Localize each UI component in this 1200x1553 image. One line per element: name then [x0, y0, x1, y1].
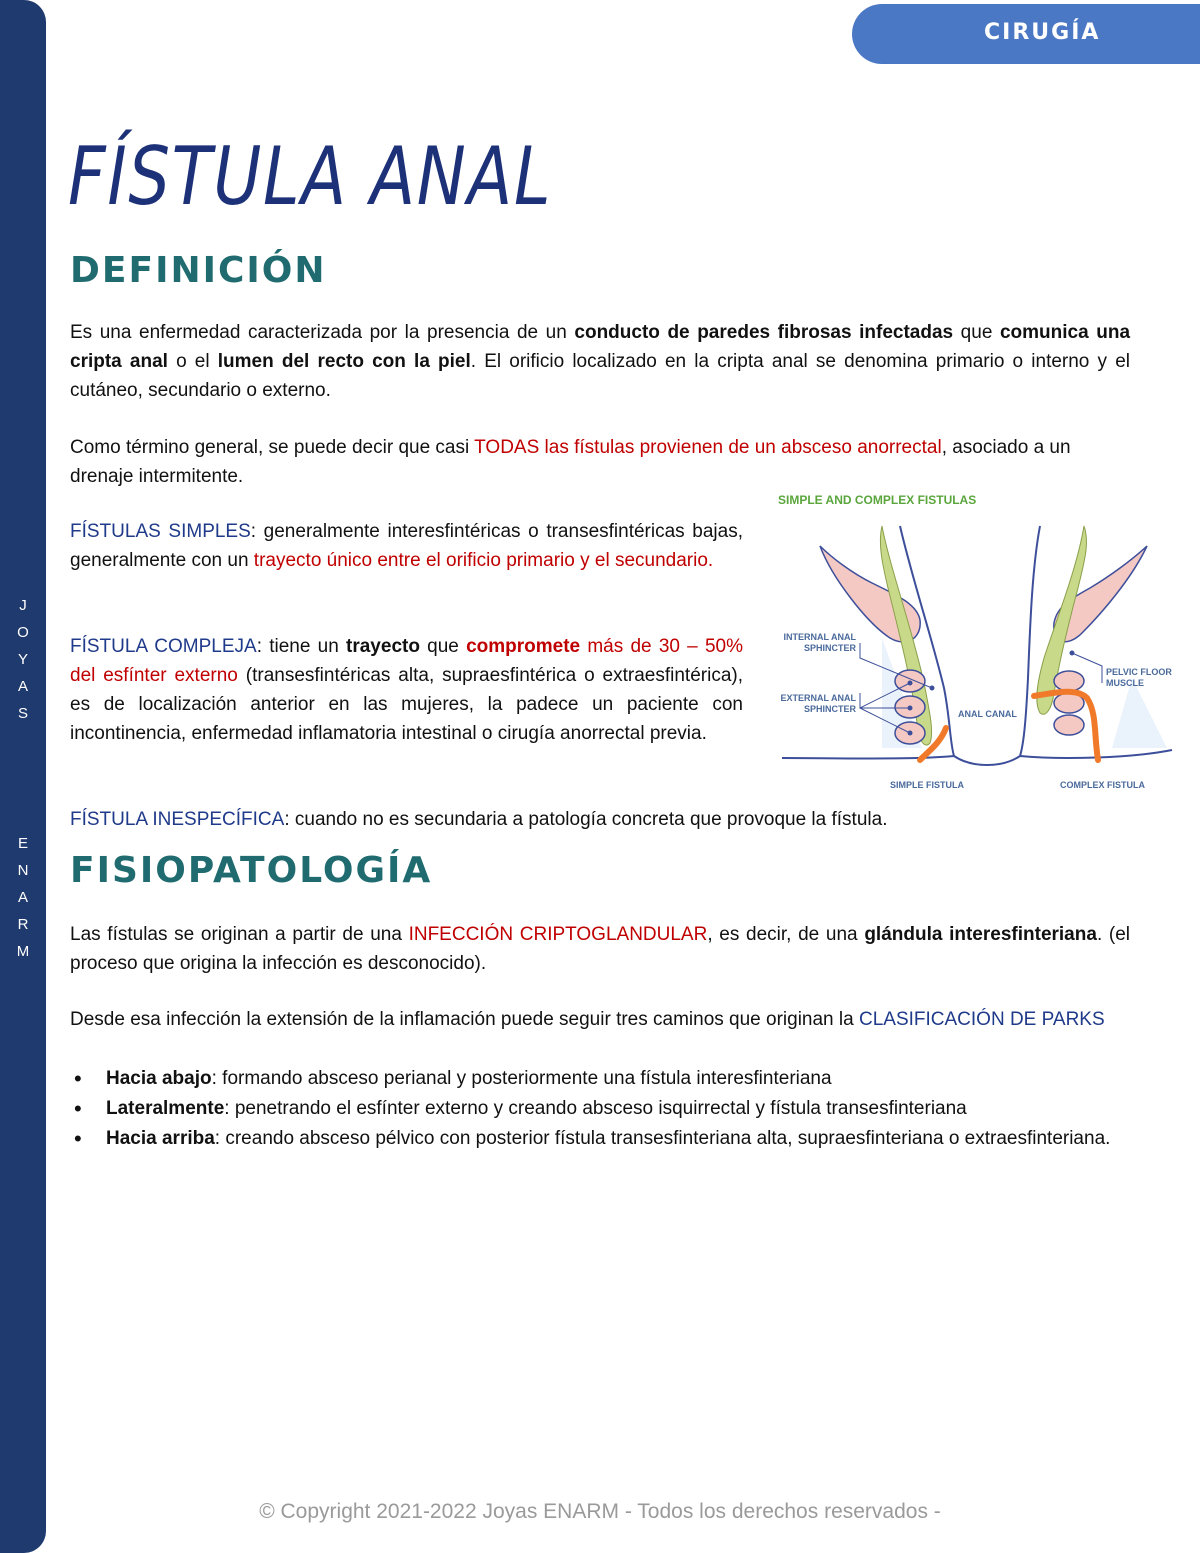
section-tag	[852, 4, 1200, 64]
sidebar-vertical-text-enarm	[0, 830, 46, 965]
text: Como término general, se puede decir que casi	[70, 437, 475, 458]
text: : penetrando el esfínter externo y creando absceso isquirrectal y fístula transesfinteriana	[224, 1098, 967, 1119]
background-shape	[1112, 678, 1167, 748]
bold-text: Hacia arriba	[106, 1128, 215, 1149]
sidebar-letter: E	[17, 835, 28, 852]
sidebar-letter: R	[17, 916, 29, 933]
sidebar-letter: J	[19, 597, 27, 614]
text: : tiene un	[256, 636, 347, 657]
highlight-text: CLASIFICACIÓN DE PARKS	[858, 1009, 1105, 1030]
bold-text: Hacia abajo	[106, 1068, 212, 1089]
sidebar	[0, 0, 46, 1553]
bold-text: conducto de paredes fibrosas infectadas	[574, 322, 954, 343]
sidebar-letter: A	[17, 678, 28, 695]
highlight-text: INFECCIÓN CRIPTOGLANDULAR	[408, 924, 708, 945]
text: : cuando no es secundaria a patología concreta que provoque la fístula.	[284, 809, 888, 830]
page-title: FÍSTULA ANAL	[68, 130, 553, 223]
text: : formando absceso perianal y posteriormente una fístula interesfinteriana	[211, 1068, 832, 1089]
label-simple-fistula: SIMPLE FISTULA	[890, 780, 964, 790]
label-external-sphincter-2: SPHINCTER	[803, 704, 856, 714]
external-sphincter-segment	[1054, 715, 1084, 735]
nonspecific-fistula-paragraph	[70, 805, 1130, 834]
complex-fistula-paragraph	[70, 632, 743, 748]
text: Desde esa infección la extensión de la inflamación puede seguir tres caminos que originan la	[70, 1009, 859, 1030]
definition-paragraph	[70, 318, 1130, 405]
bold-text: trayecto	[346, 636, 420, 657]
text: Las fístulas se originan a partir de una	[70, 924, 409, 945]
label-pelvic-floor-2: MUSCLE	[1106, 678, 1144, 688]
heading-definicion: DEFINICIÓN	[70, 250, 327, 291]
text: Es una enfermedad caracterizada por la presencia de un	[70, 322, 575, 343]
label-complex-fistula: COMPLEX FISTULA	[1060, 780, 1145, 790]
sidebar-letter: S	[17, 705, 28, 722]
copyright-footer: © Copyright 2021-2022 Joyas ENARM - Todos los derechos reservados -	[259, 1500, 941, 1523]
text: que	[953, 322, 1000, 343]
section-tag-label: CIRUGÍA	[984, 20, 1101, 45]
text: : generalmente interesfintéricas o transesfintéricas bajas, generalmente con un	[70, 521, 743, 571]
highlight-text: más de 30 – 50% del esfínter externo	[70, 636, 743, 686]
text: : creando absceso pélvico con posterior fístula transesfinteriana alta, supraesfinteriana o extraesfinteriana.	[214, 1128, 1111, 1149]
diagram-title: SIMPLE AND COMPLEX FISTULAS	[778, 493, 977, 507]
list-item	[70, 1124, 1130, 1154]
label-anal-canal: ANAL CANAL	[958, 709, 1017, 719]
sidebar-letter: M	[16, 943, 30, 960]
label-internal-sphincter-2: SPHINCTER	[803, 643, 856, 653]
bold-text: glándula interesfinteriana	[864, 924, 1097, 945]
parks-classification-list	[70, 1064, 1130, 1154]
label-external-sphincter-1: EXTERNAL ANAL	[780, 693, 856, 703]
text: . (el proceso que origina la infección es desconocido).	[70, 924, 1131, 974]
text: o el	[167, 351, 218, 372]
text: . El orificio localizado en la cripta anal se denomina primario o interno y el cutáneo, secundario o externo.	[70, 351, 1130, 401]
text: , asociado a un drenaje intermitente.	[70, 437, 1071, 487]
list-item	[70, 1094, 1130, 1124]
sidebar-letter: A	[17, 889, 28, 906]
term-label: FÍSTULA INESPECÍFICA	[70, 809, 285, 830]
text: que	[419, 636, 467, 657]
bold-text: comunica una cripta anal	[70, 322, 1131, 372]
external-sphincter-segment	[1054, 671, 1084, 691]
highlight-text: trayecto único entre el orificio primario y el secundario.	[253, 550, 714, 571]
sidebar-letter: N	[17, 862, 29, 879]
bold-text: Lateralmente	[106, 1098, 225, 1119]
sidebar-letter: O	[17, 624, 29, 641]
term-label: FÍSTULA COMPLEJA	[70, 636, 257, 657]
highlight-text: TODAS las fístulas provienen de un absceso anorrectal	[474, 437, 942, 458]
label-internal-sphincter-1: INTERNAL ANAL	[783, 632, 856, 642]
parks-paragraph	[70, 1005, 1130, 1034]
text: (transesfintéricas alta, supraesfintérica o extraesfintérica), es de localización anterior en las mujeres, la padece un paciente con incontinencia, enfermedad inflamatoria intestinal o cirugía anorrectal previa.	[70, 665, 743, 744]
physiopathology-paragraph	[70, 920, 1130, 978]
fistula-diagram	[772, 488, 1182, 798]
heading-fisiopatologia: FISIOPATOLOGÍA	[70, 850, 433, 891]
highlight-text: compromete	[466, 636, 581, 657]
term-label: FÍSTULAS SIMPLES	[70, 521, 251, 542]
anal-canal-wall-right	[1020, 526, 1040, 756]
origin-paragraph	[70, 433, 1130, 491]
simple-fistula-paragraph	[70, 517, 743, 575]
text: , es decir, de una	[707, 924, 865, 945]
list-item	[70, 1064, 1130, 1094]
label-pelvic-floor-1: PELVIC FLOOR	[1106, 667, 1172, 677]
sidebar-letter: Y	[17, 651, 28, 668]
skin-line	[782, 750, 1172, 765]
sidebar-vertical-text-joyas	[0, 592, 46, 727]
bold-text: lumen del recto con la piel	[217, 351, 471, 372]
